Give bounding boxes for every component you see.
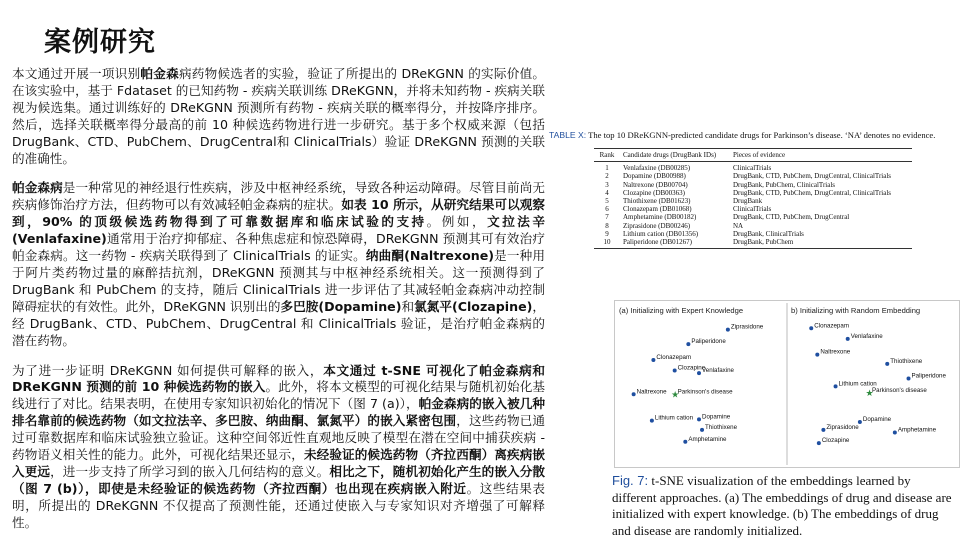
- text-run: ，进一步支持了所学习到的嵌入几何结构的意义。: [50, 463, 330, 479]
- cell-drug: Thiothixene (DB01623): [623, 197, 691, 206]
- tsne-plots: [615, 301, 959, 467]
- text-run: 。此外，将本文模型的可视化结果与随机初始化基线进行了对比。结果表明，在使用专家知识初始化的情况下（图 7 (a)），: [12, 379, 545, 412]
- drug-point: [673, 369, 677, 373]
- drug-point: [809, 326, 813, 330]
- drug-point: [700, 428, 704, 432]
- bold-run: 帕金森: [140, 66, 179, 81]
- paragraph-parkinsons: [12, 180, 545, 349]
- table-row: [594, 222, 912, 230]
- cell-drug: Naltrexone (DB00704): [623, 180, 688, 189]
- drug-point: [815, 353, 819, 357]
- header-candidate-drugs: Candidate drugs (DrugBank IDs): [620, 149, 730, 162]
- panel-title: (a) Initializing with Expert Knowledge: [619, 306, 744, 315]
- drug-point: [650, 419, 654, 423]
- cell-drug: Paliperidone (DB01267): [620, 238, 730, 249]
- candidate-drugs-table: [594, 148, 912, 249]
- cell-drug: Dopamine (DB00988): [623, 172, 686, 181]
- bold-run: 相比之下，随机初始化产生的嵌入分散（图 7 (b)），即使是未经验证的候选药物（齐拉西酮）也出现在疾病嵌入附近: [12, 463, 546, 496]
- header-evidence: Pieces of evidence: [730, 149, 912, 162]
- point-label: Clonazepam: [656, 353, 692, 361]
- table-row: [594, 205, 912, 213]
- table-row: [594, 189, 912, 197]
- text-run: 。例如，: [426, 214, 488, 230]
- text-run: 通常用于治疗抑郁症、各种焦虑症和惊恐障碍，DReKGNN 预测其可有效治疗帕金森病。这一药物 - 疾病关联得到了 ClinicalTrials 的证实。: [12, 231, 545, 264]
- bold-run: 帕金森病的嵌入被几种排名靠前的候选药物（如文拉法辛、多巴胺、纳曲酮、氯氮平）的嵌入紧密包围: [12, 396, 546, 429]
- cell-evidence: DrugBank, PubChem, ClinicalTrials: [732, 180, 836, 189]
- bold-run: 多巴胺(Dopamine): [280, 298, 402, 314]
- table-caption: [549, 130, 957, 141]
- cell-rank: 1: [605, 164, 609, 173]
- bold-run: 帕金森病: [12, 180, 63, 196]
- cell-evidence: ClinicalTrials: [732, 164, 772, 173]
- cell-evidence: DrugBank, CTD, PubChem, DrugCentral, ClinicalTrials: [732, 172, 891, 181]
- cell-evidence: DrugBank, ClinicalTrials: [732, 229, 804, 238]
- cell-drug: Venlafaxine (DB00285): [623, 164, 691, 173]
- table-header-row: [594, 149, 912, 162]
- drug-point: [834, 384, 838, 388]
- point-label: Dopamine: [702, 413, 731, 421]
- cell-drug: Amphetamine (DB00182): [623, 213, 697, 222]
- body-text: [12, 66, 545, 545]
- tsne-figure: [614, 300, 960, 468]
- drug-point: [821, 428, 825, 432]
- header-rank: Rank: [594, 149, 620, 162]
- point-label: Naltrexone: [820, 348, 851, 356]
- table-row: [594, 213, 912, 221]
- point-label: Lithium cation: [654, 414, 694, 422]
- drug-point: [632, 392, 636, 396]
- drug-point: [697, 371, 701, 375]
- panel-title: b) Initializing with Random Embedding: [791, 306, 921, 315]
- text-run: 本文通过开展一项识别: [12, 66, 141, 81]
- cell-rank: 9: [605, 229, 609, 238]
- point-label: Thiothixene: [890, 357, 923, 365]
- text-run: 病药物候选者的实验，验证了所提出的 DReKGNN 的实际价值。在该实验中，基于 Fdataset 的已知药物 - 疾病关联训练 DReKGNN，并将未知药物 - 疾病关联视为候选集。通过训练好的 DReKGNN 预测所有药物 - 疾病关联的概率得分，并按降序排序。然后，选择关联概率得分最高的前 10 种候选药物进行进一步研究。基于多个权威来源（包括 DrugBank、CTD、PubChem、DrugCentral和 ClinicalTrials）验证 DReKGNN 预测的关联的准确性。: [12, 66, 546, 166]
- cell-rank: 3: [605, 180, 609, 189]
- cell-evidence: DrugBank, PubChem: [730, 238, 912, 249]
- drug-point: [846, 337, 850, 341]
- disease-marker: ★: [671, 389, 680, 400]
- point-label: Naltrexone: [636, 388, 667, 396]
- drug-point: [697, 417, 701, 421]
- drug-point: [817, 441, 821, 445]
- text-run: 。这些结果表明，所提出的 DReKGNN 不仅提高了预测性能，还通过使嵌入与专家知识对齐增强了可解释性。: [12, 480, 546, 530]
- cell-evidence: ClinicalTrials: [732, 205, 772, 214]
- table-row: [594, 197, 912, 205]
- table-body: [594, 162, 912, 249]
- cell-rank: 10: [594, 238, 620, 249]
- cell-drug: Clozapine (DB00363): [623, 188, 686, 197]
- table-caption-label: TABLE X:: [549, 130, 587, 140]
- bold-run: 未经验证的候选药物（齐拉西酮）离疾病嵌入更远: [12, 447, 546, 479]
- text-run: 是一种用于阿片类药物过量的麻醉拮抗剂，DReKGNN 预测其与中枢神经系统相关。这一预测得到了 DrugBank 和 PubChem 的支持，随后 ClinicalTrials 进一步评估了其减轻帕金森病冲动控制障碍症状的有效性。此外，DReKGNN 识别出的: [12, 248, 546, 314]
- bold-run: 本文通过 t-SNE 可视化了帕金森病和 DReKGNN 预测的前 10 种候选药物的嵌入: [12, 362, 545, 395]
- point-label: Parkinson's disease: [872, 386, 927, 394]
- point-label: Paliperidone: [911, 372, 946, 380]
- point-label: Parkinson's disease: [677, 388, 733, 396]
- cell-rank: 5: [605, 197, 609, 206]
- point-label: Ziprasidone: [730, 323, 764, 331]
- cell-evidence: DrugBank: [732, 197, 763, 206]
- table-row: [594, 172, 912, 180]
- point-label: Venlafaxine: [702, 367, 734, 375]
- cell-rank: 8: [605, 221, 609, 230]
- point-label: Clonazepam: [814, 322, 849, 330]
- point-label: Amphetamine: [897, 426, 937, 434]
- drug-point: [683, 440, 687, 444]
- drug-point: [907, 376, 911, 380]
- bold-run: 氯氮平(Clozapine): [414, 298, 533, 314]
- table-caption-text: The top 10 DReKGNN-predicted candidate drugs for Parkinson’s disease. ‘NA’ denotes no evidence.: [586, 130, 936, 140]
- point-label: Thiothixene: [705, 423, 738, 431]
- text-run: ，经 DrugBank、CTD、PubChem、DrugCentral 和 ClinicalTrials 验证，是治疗帕金森病的潜在药物。: [12, 298, 546, 348]
- cell-drug: Ziprasidone (DB00246): [623, 221, 691, 230]
- table-row: [594, 238, 912, 249]
- figure-caption: [612, 473, 958, 539]
- table-row: [594, 230, 912, 238]
- text-run: 为了进一步证明 DReKGNN 如何提供可解释的嵌入，: [12, 362, 324, 378]
- table-row: [594, 162, 912, 173]
- point-label: Ziprasidone: [826, 423, 859, 431]
- text-run: 和: [401, 298, 415, 314]
- disease-marker: ★: [865, 387, 874, 398]
- point-label: Venlafaxine: [850, 332, 883, 340]
- bold-run: 如表 10 所示，从研究结果可以观察到，90% 的顶级候选药物得到了可靠数据库和临床试验的支持: [12, 197, 545, 230]
- cell-drug: Lithium cation (DB01356): [623, 229, 699, 238]
- paragraph-intro: [12, 66, 545, 167]
- cell-evidence: DrugBank, CTD, PubChem, DrugCentral: [732, 213, 850, 222]
- table-x: [549, 130, 957, 249]
- bold-run: 纳曲酮(Naltrexone): [365, 248, 495, 264]
- paragraph-tsne: [12, 363, 545, 532]
- cell-evidence: DrugBank, CTD, PubChem, DrugCentral, ClinicalTrials: [732, 188, 891, 197]
- figure-caption-text: t-SNE visualization of the embeddings learned by different approaches. (a) The embeddings of drug and disease are initialized with expert knowledge. (b) The embeddings of drug and disease are randomly initialized.: [612, 473, 952, 538]
- drug-point: [651, 358, 655, 362]
- text-run: 是一种常见的神经退行性疾病，涉及中枢神经系统，导致各种运动障碍。尽管目前尚无疾病修饰治疗方法，但药物可以有效减轻帕金森病的症状。: [12, 180, 546, 213]
- cell-drug: Clonazepam (DB01068): [623, 205, 692, 214]
- drug-point: [893, 431, 897, 435]
- point-label: Paliperidone: [691, 338, 726, 346]
- cell-evidence: NA: [732, 221, 744, 230]
- point-label: Lithium cation: [838, 380, 877, 388]
- point-label: Clozapine: [821, 437, 850, 445]
- figure-caption-label: Fig. 7:: [612, 473, 649, 488]
- point-label: Amphetamine: [688, 435, 727, 443]
- cell-rank: 7: [605, 213, 609, 222]
- drug-point: [885, 362, 889, 366]
- cell-rank: 4: [605, 188, 609, 197]
- cell-rank: 2: [605, 172, 609, 181]
- point-label: Dopamine: [862, 416, 892, 423]
- drug-point: [726, 328, 730, 332]
- text-run: ，这些药物已通过可靠数据库和临床试验独立验证。这种空间邻近性直观地反映了模型在潜在空间中捕获疾病 - 药物语义相关性的能力。此外，可视化结果还显示，: [12, 413, 546, 463]
- page-title: 案例研究: [44, 27, 156, 58]
- table-row: [594, 181, 912, 189]
- cell-rank: 6: [605, 205, 609, 214]
- point-label: Clozapine: [677, 364, 706, 372]
- drug-point: [686, 342, 690, 346]
- bold-run: 文拉法辛(Venlafaxine): [12, 214, 546, 247]
